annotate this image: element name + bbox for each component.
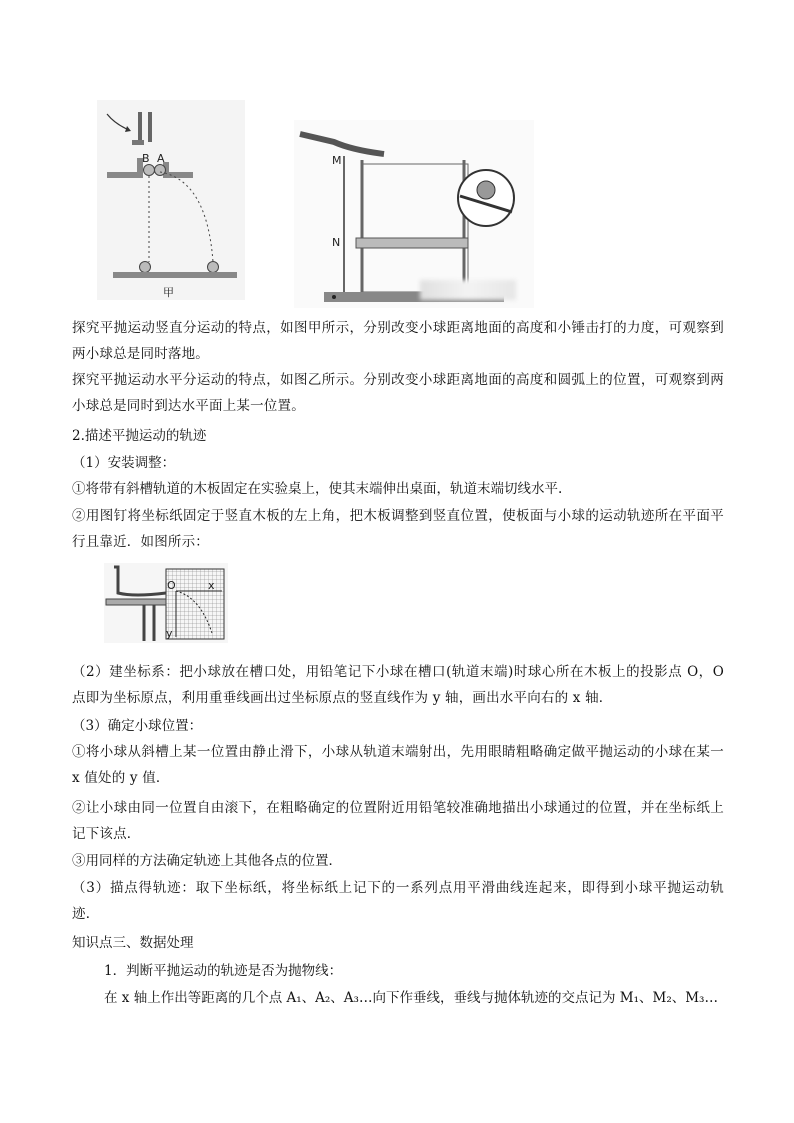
label-o: O [167, 579, 176, 592]
knowledge-point-3-title: 知识点三、数据处理 [72, 935, 194, 951]
figure-coordinate-paper [104, 563, 228, 643]
label-m: M [332, 154, 342, 167]
paragraph-vertical-motion: 探究平抛运动竖直分运动的特点，如图甲所示，分别改变小球距离地面的高度和小锤击打的力度，可观察到两小球总是同时落地。 [72, 320, 724, 362]
paragraph-horizontal-motion: 探究平抛运动水平分运动的特点，如图乙所示。分别改变小球距离地面的高度和圆弧上的位置，可观察到两小球总是同时到达水平面上某一位置。 [72, 372, 724, 414]
knowledge-point-3-item: 1．判断平抛运动的轨迹是否为抛物线： [104, 963, 343, 979]
caption-jia: 甲 [163, 286, 174, 299]
step-position-a: ①将小球从斜槽上某一位置由静止滑下，小球从轨道末端射出，先用眼睛粗略确定做平抛运动的小球在某一 x 值处的 y 值． [72, 744, 724, 786]
knowledge-point-3-text: 在 x 轴上作出等距离的几个点 A₁、A₂、A₃…向下作垂线，垂线与抛体轨迹的交点记为 M₁、M₂、M₃… [104, 990, 718, 1006]
label-b: B [142, 152, 150, 165]
step-position-title: （3）确定小球位置： [72, 718, 203, 734]
step-install-title: （1）安装调整： [72, 455, 176, 471]
step-coordinate-system: （2）建坐标系：把小球放在槽口处，用铅笔记下小球在槽口(轨道末端)时球心所在木板上的投影点 O，O 点即为坐标原点，利用重垂线画出过坐标原点的竖直线作为 y 轴，画出水平向右的 x 轴． [72, 664, 724, 706]
step-trace-trajectory: （3）描点得轨迹：取下坐标纸，将坐标纸上记下的一系列点用平滑曲线连起来，即得到小球平抛运动轨迹． [72, 880, 724, 922]
step-position-c: ③用同样的方法确定轨迹上其他各点的位置． [72, 853, 342, 869]
step-position-b: ②让小球由同一位置自由滚下，在粗略确定的位置附近用铅笔较准确地描出小球通过的位置，并在坐标纸上记下该点． [72, 800, 724, 842]
step-install-a: ①将带有斜槽轨道的木板固定在实验桌上，使其末端伸出桌面，轨道末端切线水平. [72, 481, 563, 497]
label-n: N [332, 236, 341, 249]
label-x: x [208, 579, 215, 592]
step-install-b: ②用图钉将坐标纸固定于竖直木板的左上角，把木板调整到竖直位置，使板面与小球的运动轨迹所在平面平行且靠近．如图所示： [72, 508, 724, 550]
blur-mark [420, 280, 516, 300]
label-y: y [166, 627, 173, 640]
figure-jia [97, 100, 245, 300]
label-a: A [157, 152, 165, 165]
heading-trajectory: 2.描述平抛运动的轨迹 [72, 428, 207, 444]
